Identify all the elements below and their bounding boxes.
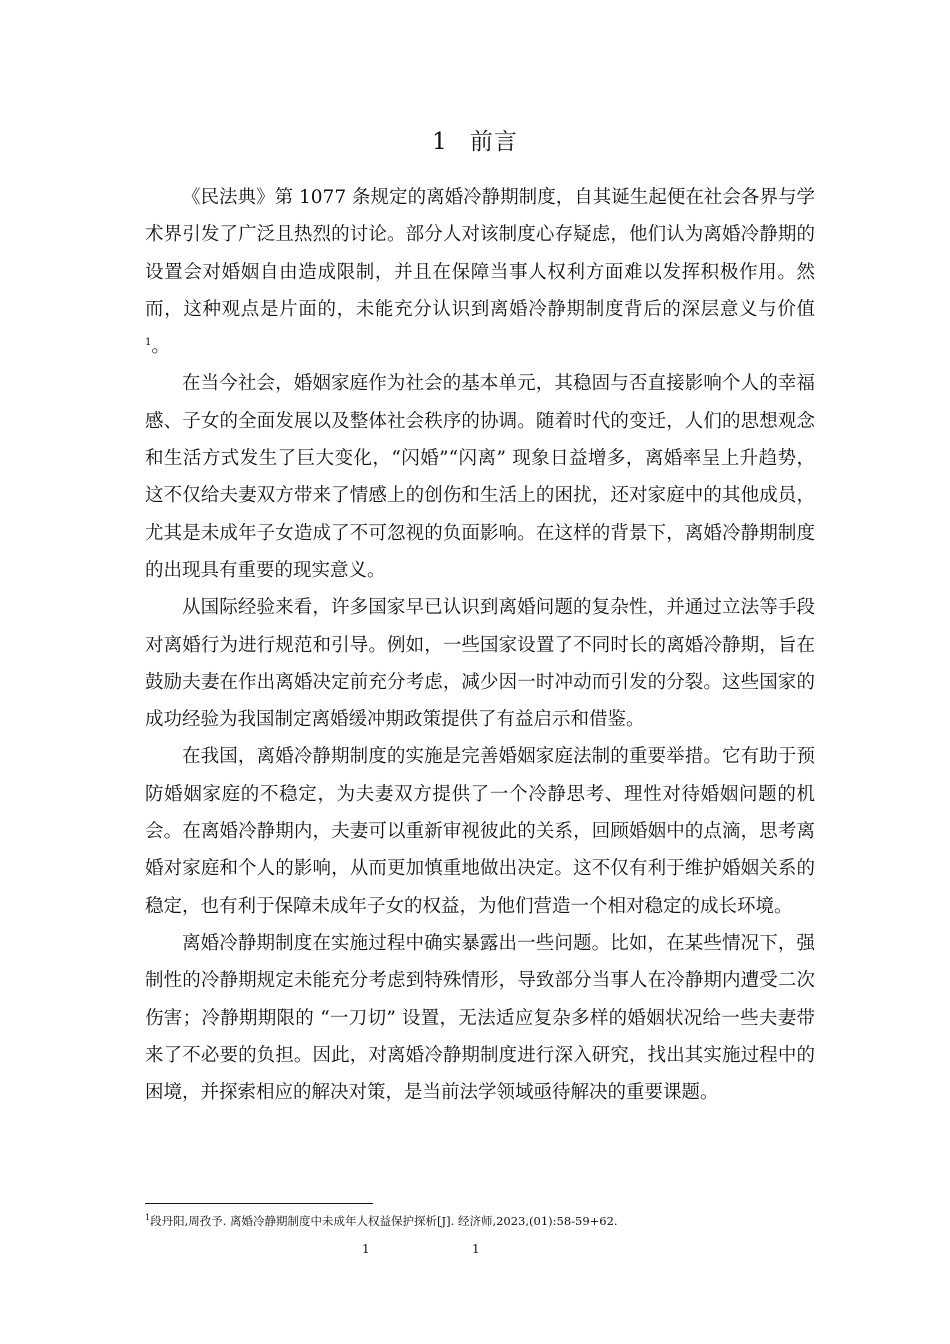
footnote-ref: 1: [145, 337, 152, 349]
paragraph-4: 在我国，离婚冷静期制度的实施是完善婚姻家庭法制的重要举措。它有助于预防婚姻家庭的不稳定，为夫妻双方提供了一个冷静思考、理性对待婚姻问题的机会。在离婚冷静期内，夫妻可以重新审视彼此的关系，回顾婚姻中的点滴，思考离婚对家庭和个人的影响，从而更加慎重地做出决定。这不仅有利于维护婚姻关系的稳定，也有利于保障未成年子女的权益，为他们营造一个相对稳定的成长环境。: [145, 746, 815, 917]
body-text: [145, 179, 815, 1111]
paragraph-tail: 。: [151, 336, 170, 358]
paragraph-text: 《民法典》第 1077 条规定的离婚冷静期制度，自其诞生起便在社会各界与学术界引发了广泛且热烈的讨论。部分人对该制度心存疑虑，他们认为离婚冷静期的设置会对婚姻自由造成限制，并且在保障当事人权利方面难以发挥积极作用。然而，这种观点是片面的，未能充分认识到离婚冷静期制度背后的深层意义与价值: [145, 187, 815, 320]
paragraph-2: 在当今社会，婚姻家庭作为社会的基本单元，其稳固与否直接影响个人的幸福感、子女的全面发展以及整体社会秩序的协调。随着时代的变迁，人们的思想观念和生活方式发生了巨大变化，“闪婚”“闪离” 现象日益增多，离婚率呈上升趋势，这不仅给夫妻双方带来了情感上的创伤和生活上的困扰，还对家庭中的其他成员，尤其是未成年子女造成了不可忽视的负面影响。在这样的背景下，离婚冷静期制度的出现具有重要的现实意义。: [145, 373, 815, 581]
section-heading: [0, 124, 950, 160]
section-title: 前言: [469, 129, 518, 155]
page-number: 1: [362, 1242, 370, 1256]
paragraph-3: 从国际经验来看，许多国家早已认识到离婚问题的复杂性，并通过立法等手段对离婚行为进行规范和引导。例如，一些国家设置了不同时长的离婚冷静期，旨在鼓励夫妻在作出离婚决定前充分考虑，减少因一时冲动而引发的分裂。这些国家的成功经验为我国制定离婚缓冲期政策提供了有益启示和借鉴。: [145, 597, 815, 731]
page-number-secondary: 1: [472, 1242, 480, 1256]
footnote: [145, 1212, 845, 1230]
footnote-marker: 1: [145, 1213, 151, 1223]
footnote-divider: [145, 1203, 373, 1204]
paragraph-5: 离婚冷静期制度在实施过程中确实暴露出一些问题。比如，在某些情况下，强制性的冷静期规定未能充分考虑到特殊情形，导致部分当事人在冷静期内遭受二次伤害；冷静期期限的 “一刀切” 设置，无法适应复杂多样的婚姻状况给一些夫妻带来了不必要的负担。因此，对离婚冷静期制度进行深入研究，找出其实施过程中的困境，并探索相应的解决对策，是当前法学领域亟待解决的重要课题。: [145, 932, 815, 1104]
footnote-text: 段丹阳,周孜予. 离婚冷静期制度中未成年人权益保护探析[J]. 经济师,2023,(01):58-59+62.: [150, 1214, 618, 1228]
section-number: 1: [432, 129, 448, 155]
paragraph-1: [145, 179, 815, 365]
